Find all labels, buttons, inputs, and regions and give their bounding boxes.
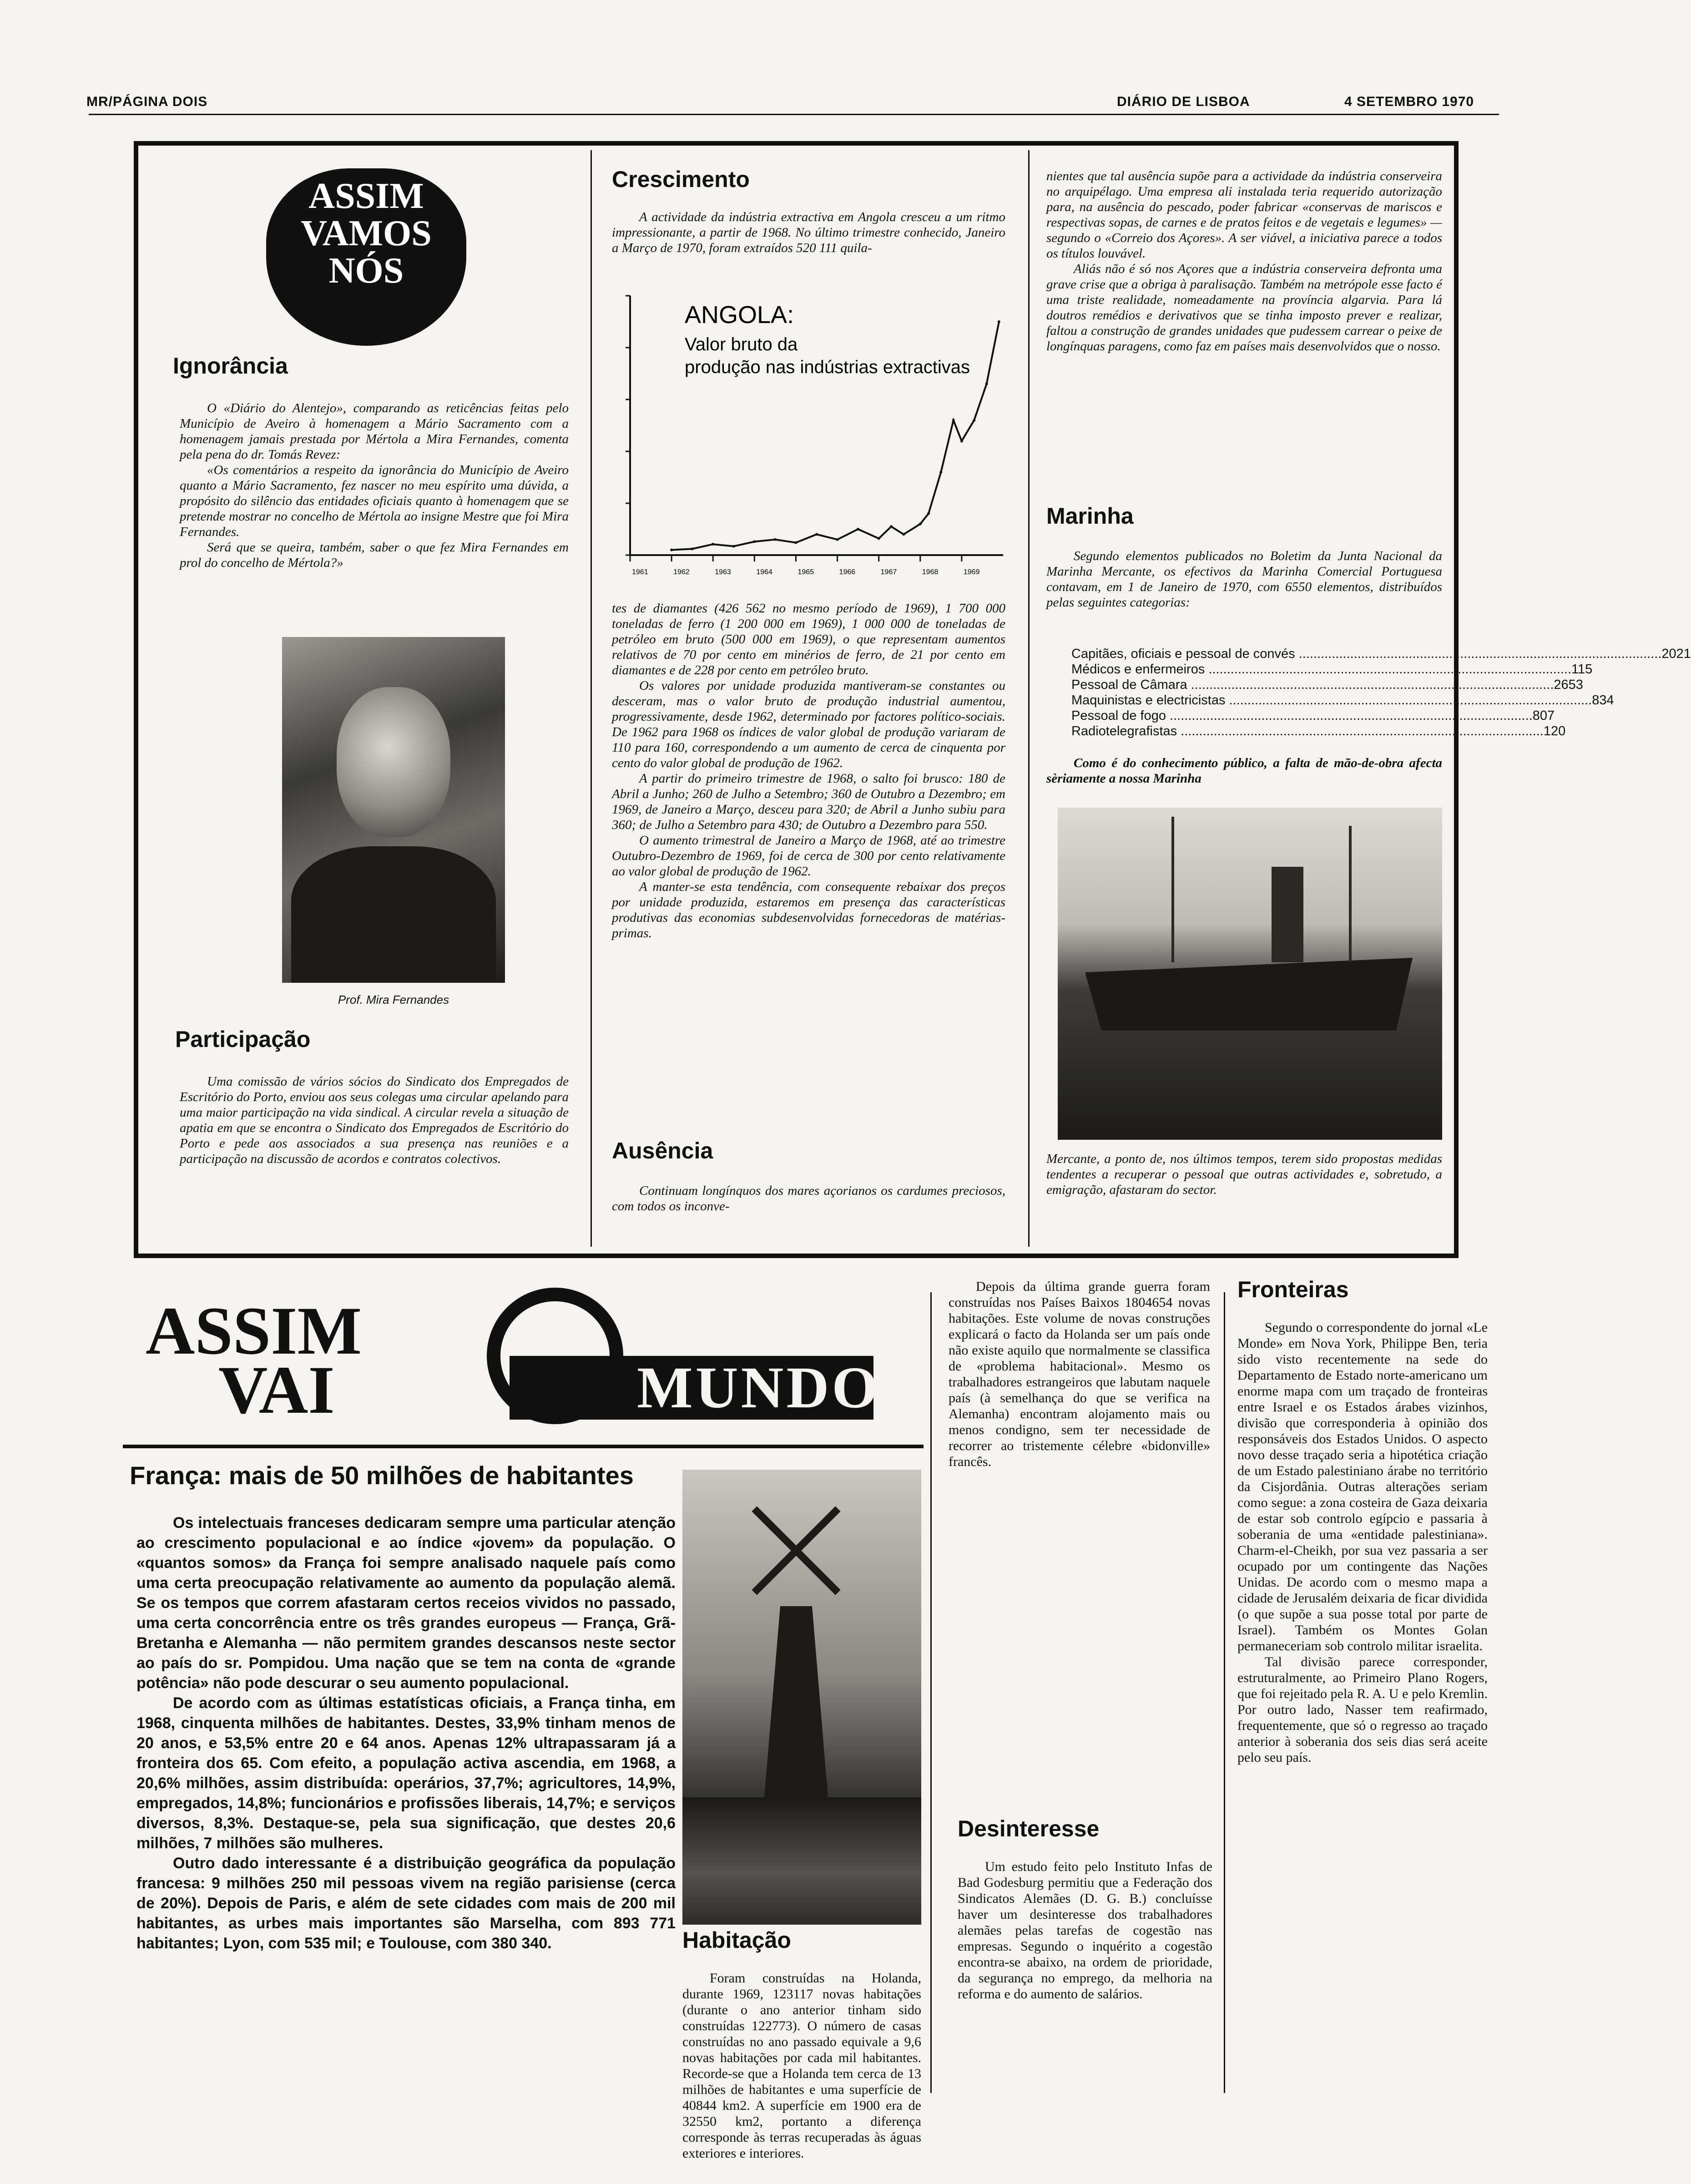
chart-x-tick-label: 1966 xyxy=(839,568,856,576)
ship-mast xyxy=(1349,826,1352,962)
ship-mast xyxy=(1171,817,1174,962)
chart-series-line xyxy=(671,322,999,550)
chart-point xyxy=(902,533,905,536)
chart-point xyxy=(774,538,777,541)
chart-point xyxy=(691,547,694,550)
column-rule xyxy=(930,1292,932,2093)
paragraph: De acordo com as últimas estatísticas oficiais, a França tinha, em 1968, cinquenta milhões de habitantes. Destes, 33,9% tinham menos de 20 anos, e 53,5% entre 20 e 64 anos. Apenas 12% ultrapassaram já a fronteira dos 65. Com efeito, a população activa ascendia, em 1968, a 20,6% milhões, assim distribuída: operários, 37,7%; agricultores, 14,9%, empregados, 14,8%; funcionários e profissões liberais, 14,7%; e serviços diversos, 8,3%. Destaque-se, pela sua significação, que destes 20,6 milhões, 7 milhões são mulheres. xyxy=(136,1694,676,1852)
paragraph: Será que se queira, também, saber o que fez Mira Fernandes em prol do concelho de Mértola?» xyxy=(180,540,569,570)
category-label: Capitães, oficiais e pessoal de convés ..... xyxy=(1071,646,1661,662)
category-row xyxy=(1071,646,1691,662)
paragraph: nientes que tal ausência supõe para a actividade da indústria conserveira no arquipélago. Uma empresa ali instalada teria requerido autorização para, na ausência do pescado, poder fabricar «conservas de mariscos e respectivas sopas, de carnes e de pratos feitos e de vegetais e legumes» — segundo o «Correio dos Açores». A ser viável, a iniciativa parece a todos os títulos louvável. xyxy=(1046,169,1442,261)
portrait-photo xyxy=(282,637,505,983)
desinteresse-text xyxy=(958,1859,1212,2002)
chart-x-tick-label: 1969 xyxy=(963,568,980,576)
category-value: 834 xyxy=(1592,693,1614,708)
chart-point xyxy=(960,440,963,442)
angola-production-chart xyxy=(612,287,1008,592)
chart-point xyxy=(732,545,735,548)
chart-title: ANGOLA: xyxy=(685,301,794,329)
paragraph: Como é do conhecimento público, a falta de mão-de-obra afecta sèriamente a nossa Marinha xyxy=(1046,756,1442,786)
category-value: 120 xyxy=(1543,724,1566,738)
paragraph: Depois da última grande guerra foram construídas nos Países Baixos 1804654 novas habitações. Este volume de novas construções explicará o facto da Holanda ser um país onde não existe aquilo que normalmente se classifica de «problema habitacional». Mesmo os trabalhadores estrangeiros que labutam naquele país (à semelhança do que se verifica na Alemanha) encontram alojamento mais ou menos condigno, sem ter necessidade de recorrer ao tristemente célebre «bidonville» francês. xyxy=(949,1279,1210,1469)
header-newspaper-name: DIÁRIO DE LISBOA xyxy=(1117,94,1250,109)
chart-point xyxy=(890,525,893,528)
chart-x-tick-label: 1964 xyxy=(756,568,772,576)
paragraph: Os valores por unidade produzida mantiveram-se constantes ou desceram, mas o valor bruto de produção industrial aumentou, progressivamente, desde 1962, determinado por factores político-sociais. De 1962 para 1968 os índices de valor global de produção variaram de 110 para 160, correspondendo a um aumento de cerca de cinquenta por cento do valor global de produção de 1962. xyxy=(612,678,1005,770)
ship-funnel xyxy=(1272,867,1303,962)
chart-point xyxy=(952,419,955,422)
category-row xyxy=(1071,723,1566,739)
habitacao-text-2 xyxy=(949,1279,1210,1470)
marinha-categories-table xyxy=(1071,646,1691,739)
chart-point xyxy=(815,533,818,536)
windmill-photo xyxy=(682,1470,921,1925)
column-rule xyxy=(1028,150,1030,1247)
paragraph: Um estudo feito pelo Instituto Infas de Bad Godesburg permitiu que a Federação dos Sindicatos Alemães (D. G. B.) concluísse haver um desinteresse dos trabalhadores alemães pelas tarefas de cogestão nas empresas. Segundo o inquérito a cogestão encontra-se abaixo, na ordem de prioridade, da segurança no emprego, da melhoria na reforma e do aumento de salários. xyxy=(958,1859,1212,2002)
chart-point xyxy=(794,541,797,544)
windmill-ground xyxy=(682,1797,921,1925)
category-value: 2021 xyxy=(1661,647,1691,661)
chart-subtitle-line: produção nas indústrias extractivas xyxy=(685,357,970,377)
ship-photo xyxy=(1058,808,1442,1140)
chart-point xyxy=(985,383,988,385)
banner-assim: ASSIM xyxy=(146,1293,362,1369)
category-label: Médicos e enfermeiros ..... xyxy=(1071,662,1571,677)
chart-point xyxy=(712,543,714,546)
ausencia-text xyxy=(612,1183,1005,1214)
chart-point xyxy=(939,471,942,474)
chart-point xyxy=(753,540,756,543)
paragraph: Mercante, a ponto de, nos últimos tempos, terem sido propostas medidas tendentes a recuperar o pessoal que outras actividades e, sobretudo, a emigração, afastaram do sector. xyxy=(1046,1152,1442,1197)
category-row xyxy=(1071,693,1614,708)
logo-line: NÓS xyxy=(328,251,404,291)
chart-x-tick-label: 1963 xyxy=(715,568,731,576)
paragraph: O aumento trimestral de Janeiro a Março de 1968, até ao trimestre Outubro-Dezembro de 1969, foi de cerca de 300 por cento relativamente ao valor global de produção de 1962. xyxy=(612,833,1005,879)
habitacao-title: Habitação xyxy=(682,1927,791,1953)
logo-line: ASSIM xyxy=(308,176,424,216)
chart-point xyxy=(857,528,859,531)
column-rule xyxy=(591,150,592,1247)
participacao-text xyxy=(180,1074,569,1167)
franca-text xyxy=(136,1513,676,1953)
paragraph: A manter-se esta tendência, com consequente rebaixar dos preços por unidade produzida, estaremos em presença das características produtivas das economias subdesenvolvidas fornecedoras de matérias-primas. xyxy=(612,880,1005,940)
desinteresse-title: Desinteresse xyxy=(958,1816,1100,1841)
chart-x-tick-label: 1965 xyxy=(798,568,814,576)
logo-line: VAMOS xyxy=(301,213,432,253)
paragraph: O «Diário do Alentejo», comparando as reticências feitas pelo Município de Aveiro à homenagem a Mário Sacramento com a homenagem jamais prestada por Mértola a Mira Fernandes, comenta pela pena do dr. Tomás Revez: xyxy=(180,401,569,462)
crescimento-title: Crescimento xyxy=(612,167,750,192)
ignorancia-title: Ignorância xyxy=(173,353,288,379)
franca-title: França: mais de 50 milhões de habitantes xyxy=(130,1461,634,1490)
ausencia-title: Ausência xyxy=(612,1138,713,1163)
paragraph: Outro dado interessante é a distribuição geográfica da população francesa: 9 milhões 250 mil pessoas vivem na região parisiense (cerca de 20%). Depois de Paris, e além de sete cidades com mais de 200 mil habitantes, as urbes mais importantes são Marselha, com 893 771 habitantes; Lyon, com 535 mil; e Toulouse, com 380 340. xyxy=(136,1855,676,1952)
fronteiras-title: Fronteiras xyxy=(1237,1277,1349,1302)
header-section-label: MR/PÁGINA DOIS xyxy=(86,94,208,109)
chart-point xyxy=(836,538,839,541)
paragraph: A partir do primeiro trimestre de 1968, o salto foi brusco: 180 de Abril a Junho; 260 de Julho a Setembro; 360 de Outubro a Dezembro; em 1969, de Janeiro a Março, desceu para 320; de Abril a Junho subiu para 360; de Julho a Setembro para 430; de Outubro a Dezembro para 550. xyxy=(612,771,1005,832)
chart-point xyxy=(919,523,922,526)
portrait-caption: Prof. Mira Fernandes xyxy=(338,993,449,1006)
category-row xyxy=(1071,677,1583,693)
category-label: Pessoal de fogo ..... xyxy=(1071,708,1533,723)
assim-vai-o-mundo-banner xyxy=(136,1288,910,1433)
ignorancia-text xyxy=(180,400,569,571)
category-value: 807 xyxy=(1532,708,1555,723)
paragraph: Os intelectuais franceses dedicaram sempre uma particular atenção ao crescimento populacional e ao índice «jovem» da população. O «quantos somos» da França foi sempre analisado naquele país como uma certa preocupação relativamente ao aumento da população alemã. Se os tempos que correm afastaram certos receios vividos no passado, uma certa concorrência entre os três grandes europeus — França, Grã-Bretanha e Alemanha — não permitem grandes descansos neste sector ao país do sr. Pompidou. Uma nação que se tem na conta de «grande potência» não pode descurar o seu aumento populacional. xyxy=(136,1514,676,1692)
chart-point xyxy=(670,549,673,551)
category-label: Maquinistas e electricistas ..... xyxy=(1071,693,1592,708)
banner-mundo: MUNDO xyxy=(637,1355,881,1421)
paragraph: «Os comentários a respeito da ignorância do Município de Aveiro quanto a Mário Sacramento, fez nascer no meu espírito uma dúvida, a propósito do silêncio das entidades oficiais quanto à homenagem que se pretende mostrar no concelho de Mértola ao insigne Mestre que foi Mira Fernandes. xyxy=(180,463,569,539)
chart-x-tick-label: 1968 xyxy=(922,568,939,576)
banner-rule xyxy=(123,1445,924,1448)
marinha-title: Marinha xyxy=(1046,503,1134,529)
chart-subtitle-line: Valor bruto da xyxy=(685,334,798,354)
paragraph: A actividade da indústria extractiva em Angola cresceu a um ritmo impressionante, a partir de 1968. No último trimestre conhecido, Janeiro a Março de 1970, foram extraídos 520 111 quila- xyxy=(612,210,1005,255)
chart-x-tick-label: 1961 xyxy=(632,568,648,576)
category-label: Radiotelegrafistas ..... xyxy=(1071,723,1544,739)
chart-point xyxy=(878,537,880,540)
category-row xyxy=(1071,662,1593,677)
participacao-title: Participação xyxy=(175,1026,311,1052)
assim-vamos-nos-logo xyxy=(266,168,466,346)
ship-hull xyxy=(1085,958,1413,1031)
paragraph: tes de diamantes (426 562 no mesmo período de 1969), 1 700 000 toneladas de ferro (1 200 000 em 1969), 1 000 000 de toneladas de petróleo em bruto (500 000 em 1969), o que representam aumentos relativos de 70 por cento em minérios de ferro, de 21 por cento em diamantes e de 228 por cento em petróleo bruto. xyxy=(612,601,1005,677)
ausencia-continuation xyxy=(1046,168,1442,354)
habitacao-text-1 xyxy=(682,1970,921,2161)
marinha-intro xyxy=(1046,548,1442,610)
portrait-face xyxy=(337,687,450,837)
banner-vai: VAI xyxy=(218,1352,335,1428)
paragraph: Segundo elementos publicados no Boletim da Junta Nacional da Marinha Mercante, os efectivos da Marinha Comercial Portuguesa contavam, em 1 de Janeiro de 1970, com 6550 elementos, distribuídos pelas seguintes categorias: xyxy=(1046,549,1442,610)
chart-x-tick-label: 1967 xyxy=(880,568,897,576)
windmill-tower xyxy=(764,1606,828,1797)
paragraph: Aliás não é só nos Açores que a indústria conserveira defronta uma grave crise que a obriga à paralisação. Também na metrópole esse facto é uma triste realidade, nomeadamente na província algarvia. Para lá doutros remédios e derivativos que se tinha imposto prever e realizar, faltou a construção de grandes unidades que pudessem carrear o peixe de longínquas paragens, como faz em países mais desenvolvidos que o nosso. xyxy=(1046,262,1442,354)
paragraph: Tal divisão parece corresponder, estruturalmente, ao Primeiro Plano Rogers, que foi rejeitado pela R. A. U e pelo Kremlin. Por outro lado, Nasser tem reafirmado, frequentemente, que só o regresso ao traçado anterior à soberania dos seis dias será aceite pelo seu país. xyxy=(1237,1654,1488,1765)
header-date: 4 SETEMBRO 1970 xyxy=(1344,94,1474,109)
paragraph: Segundo o correspondente do jornal «Le Monde» em Nova York, Philippe Ben, teria sido visto recentemente na sede do Departamento de Estado norte-americano um enorme mapa com um traçado de fronteiras entre Israel e os Estados árabes vizinhos, divisão que corresponderia à opinião dos responsáveis dos Estados Unidos. O aspecto novo desse traçado seria a hipotética criação de um Estado palestiniano árabe no território da Cisjordânia. Outras alterações seriam como segue: a zona costeira de Gaza deixaria de estar sob controlo egípcio e passaria à soberania de uma «entidade palestiniana». Charm-el-Cheikh, por sua vez passaria a ser ocupado por um contingente das Nações Unidas. De acordo com o mesmo mapa a cidade de Jerusalém deixaria de ficar dividida (o que supõe a sua posse total por parte de Israel). Também os Montes Golan permaneceriam sob controlo militar israelita. xyxy=(1237,1320,1488,1653)
portrait-suit xyxy=(291,846,496,983)
paragraph: Continuam longínquos dos mares açorianos os cardumes preciosos, com todos os inconve- xyxy=(612,1183,1005,1213)
category-label: Pessoal de Câmara ..... xyxy=(1071,677,1554,693)
category-value: 115 xyxy=(1571,662,1593,677)
category-value: 2653 xyxy=(1554,677,1583,692)
column-rule xyxy=(1224,1292,1225,2093)
crescimento-text xyxy=(612,601,1005,941)
crescimento-intro xyxy=(612,209,1005,256)
marinha-closing xyxy=(1046,1151,1442,1198)
category-row xyxy=(1071,708,1555,723)
chart-point xyxy=(927,512,930,515)
fronteiras-text xyxy=(1237,1320,1488,1765)
chart-point xyxy=(973,419,975,422)
paragraph: Uma comissão de vários sócios do Sindicato dos Empregados de Escritório do Porto, enviou aos seus colegas uma circular apelando para uma maior participação na vida sindical. A circular revela a situação de apatia em que se encontra o Sindicato dos Empregados de Escritório do Porto e pede aos associados a sua presença nas reuniões e a participação na discussão de acordos e contratos colectivos. xyxy=(180,1074,569,1166)
header-rule xyxy=(89,114,1499,115)
chart-subtitle xyxy=(685,334,970,377)
chart-point xyxy=(998,320,1000,323)
chart-x-tick-label: 1962 xyxy=(673,568,690,576)
paragraph: Foram construídas na Holanda, durante 1969, 123117 novas habitações (durante o ano anterior tinham sido construídas 122773). O número de casas construídas no ano passado equivale a 9,6 novas habitações por cada mil habitantes. Recorde-se que a Holanda tem cerca de 13 milhões de habitantes e uma superfície de 40844 km2. A superfície em 1900 era de 32550 km2, portanto a diferença corresponde às terras recuperadas às águas exteriores e interiores. xyxy=(682,1971,921,2161)
marinha-note xyxy=(1046,755,1442,786)
